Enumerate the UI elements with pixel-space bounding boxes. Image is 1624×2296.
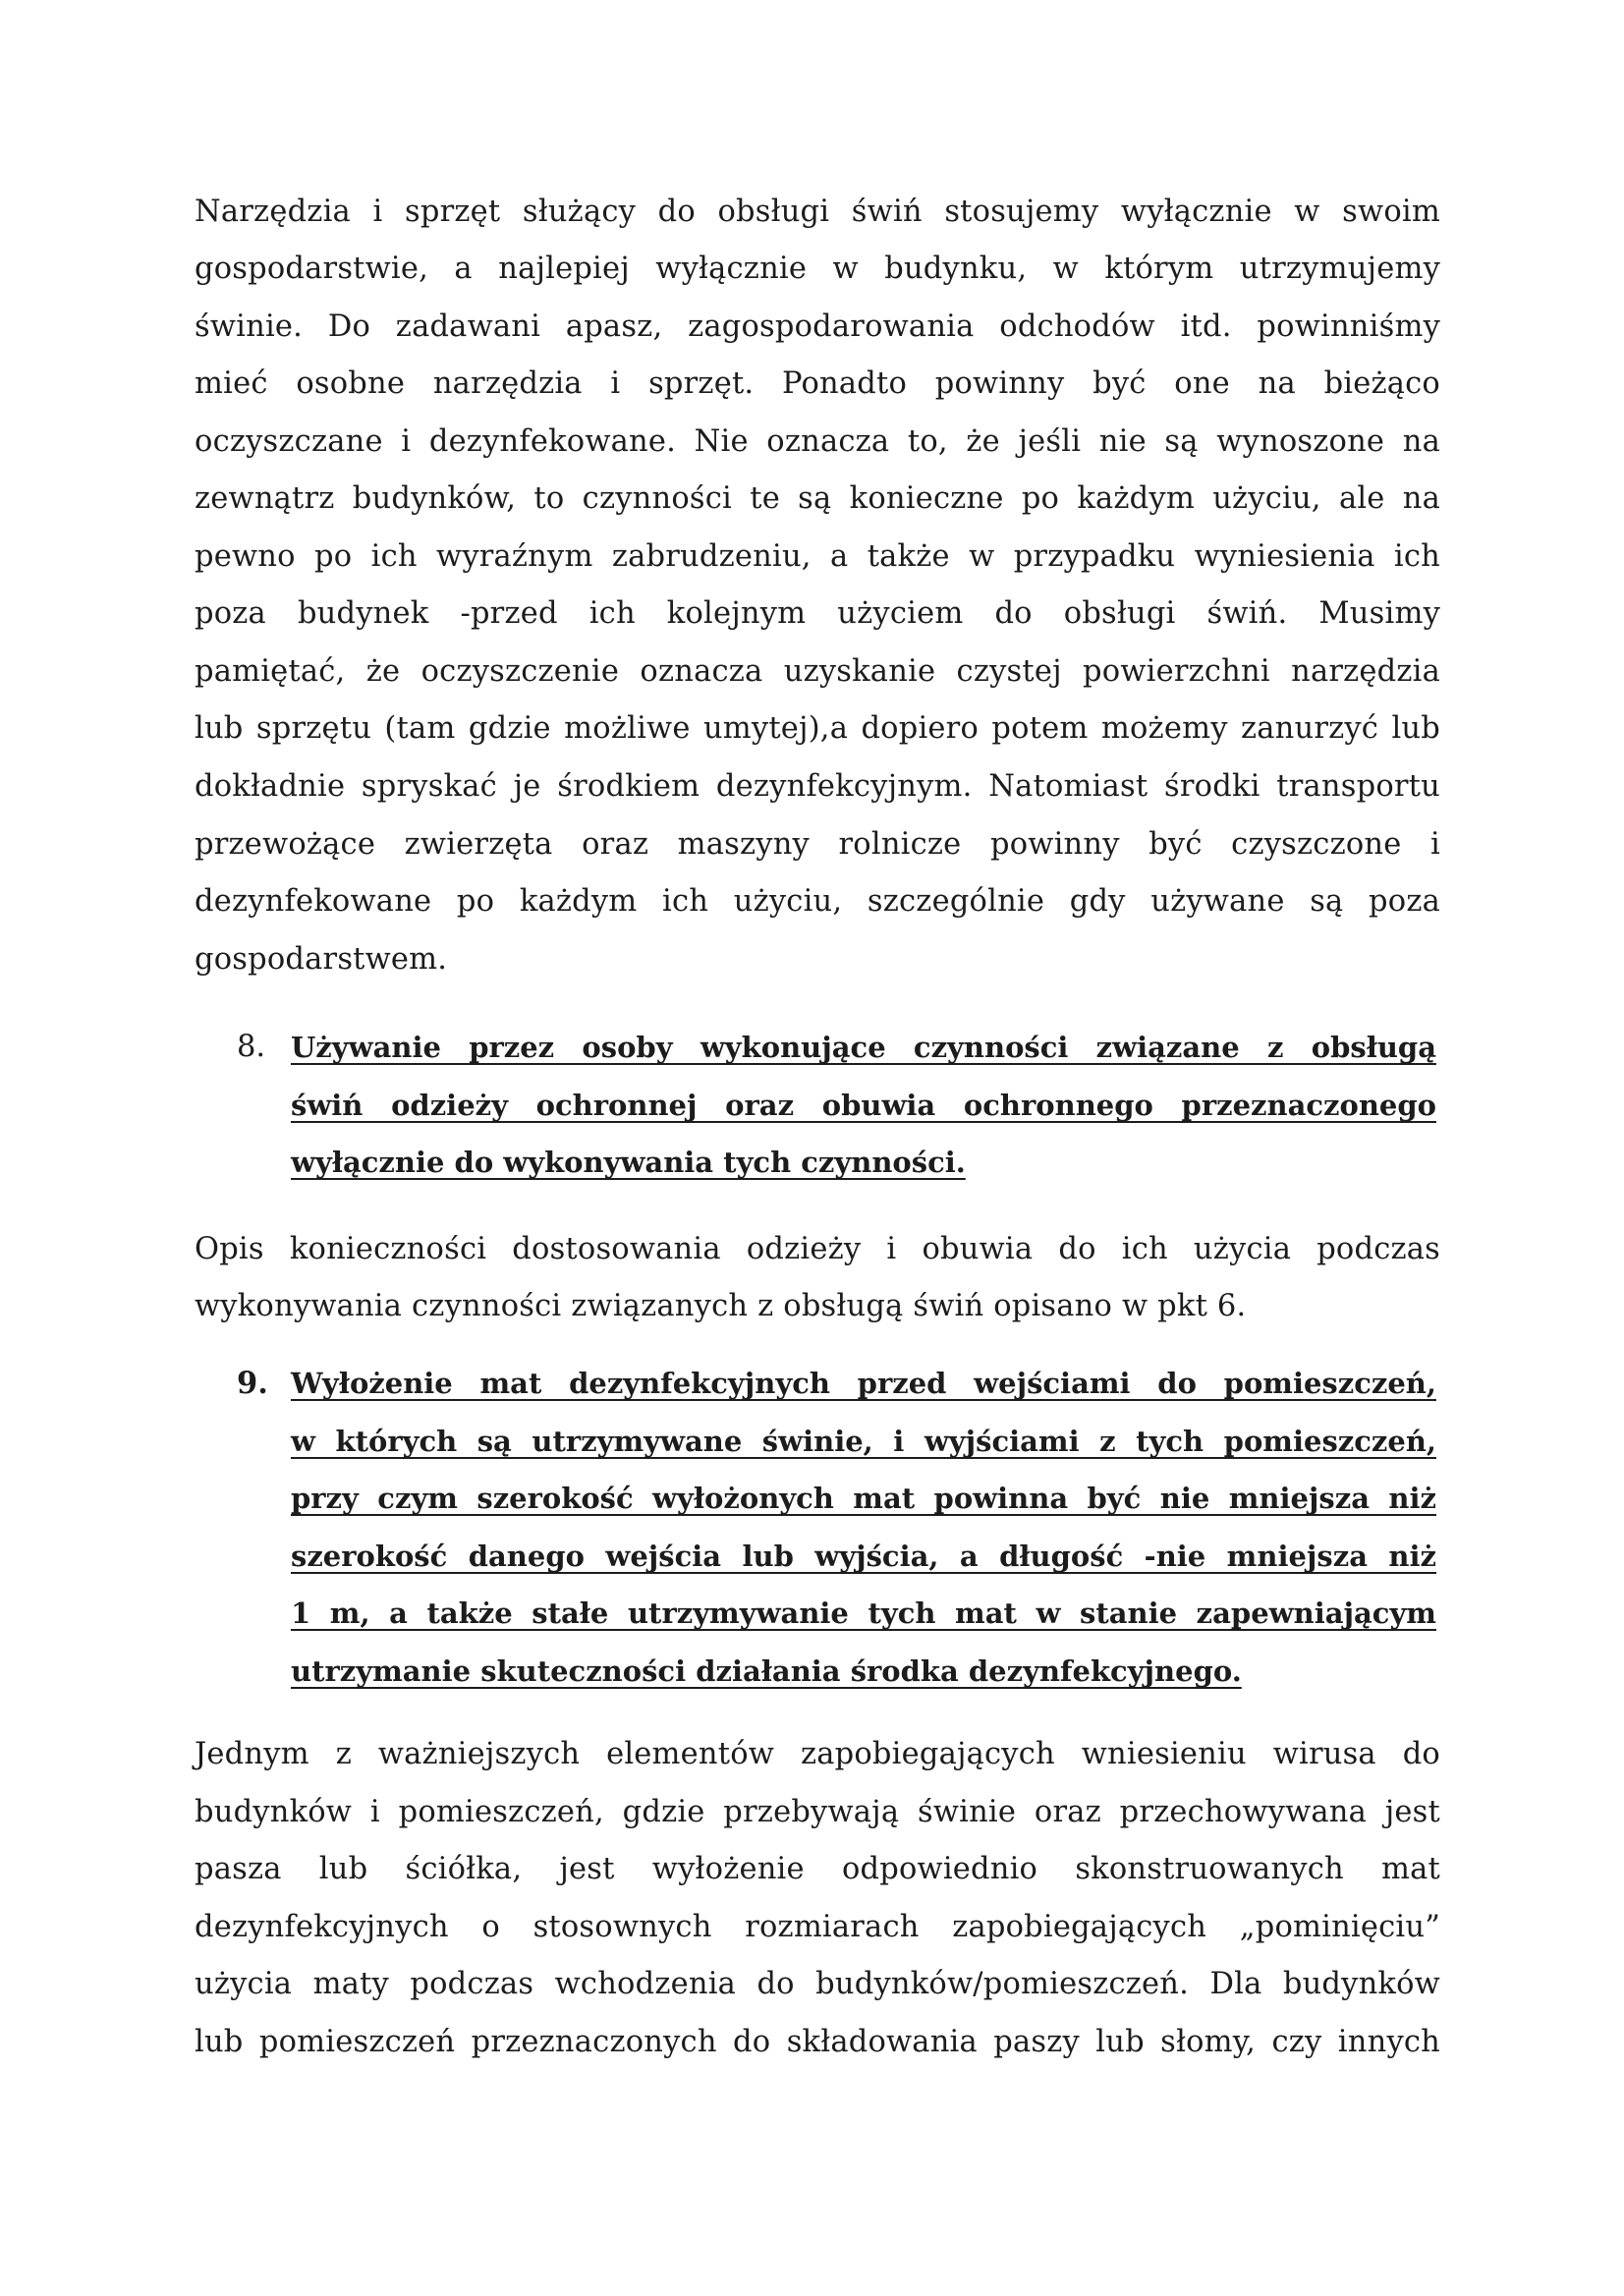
text-line: zewnątrz budynków, to czynności te są konieczne po każdym użyciu, ale na (195, 481, 1440, 516)
text-line: lub pomieszczeń przeznaczonych do składowania paszy lub słomy, czy innych (195, 2025, 1440, 2059)
text-line: użycia maty podczas wchodzenia do budynków/pomieszczeń. Dla budynków (195, 1967, 1440, 2001)
text-line: poza budynek -przed ich kolejnym użyciem do obsługi świń. Musimy (195, 596, 1440, 631)
text-line: budynków i pomieszczeń, gdzie przebywają świnie oraz przechowywana jest (195, 1795, 1440, 1829)
section-heading-line: szerokość danego wejścia lub wyjścia, a długość -nie mniejsza niż (291, 1540, 1436, 1573)
text-line: pamiętać, że oczyszczenie oznacza uzyskanie czystej powierzchni narzędzia (195, 654, 1440, 689)
text-line: Jednym z ważniejszych elementów zapobiegających wniesieniu wirusa do (195, 1737, 1440, 1771)
text-line: pasza lub ściółka, jest wyłożenie odpowiednio skonstruowanych mat (195, 1852, 1440, 1886)
item-number: 8. (237, 1030, 266, 1064)
text-line: mieć osobne narzędzia i sprzęt. Ponadto powinny być one na bieżąco (195, 366, 1440, 401)
section-heading-line: Wyłożenie mat dezynfekcyjnych przed wejściami do pomieszczeń, (291, 1367, 1436, 1400)
section-heading-line: świń odzieży ochronnej oraz obuwia ochronnego przeznaczonego (291, 1089, 1436, 1122)
text-line: Opis konieczności dostosowania odzieży i obuwia do ich użycia podczas (195, 1232, 1440, 1266)
text-line: oczyszczane i dezynfekowane. Nie oznacza to, że jeśli nie są wynoszone na (195, 424, 1440, 459)
text-line: dezynfekowane po każdym ich użyciu, szczególnie gdy używane są poza (195, 884, 1440, 919)
text-line: gospodarstwem. (195, 942, 448, 977)
text-line: dokładnie spryskać je środkiem dezynfekcyjnym. Natomiast środki transportu (195, 769, 1440, 804)
text-line: lub sprzętu (tam gdzie możliwe umytej),a dopiero potem możemy zanurzyć lub (195, 711, 1440, 746)
item-number: 9. (237, 1366, 268, 1401)
section-heading-line: wyłącznie do wykonywania tych czynności. (291, 1146, 966, 1179)
text-line: pewno po ich wyraźnym zabrudzeniu, a także w przypadku wyniesienia ich (195, 539, 1440, 574)
section-heading-line: w których są utrzymywane świnie, i wyjściami z tych pomieszczeń, (291, 1425, 1436, 1458)
section-heading-line: utrzymanie skuteczności działania środka dezynfekcyjnego. (291, 1654, 1242, 1688)
section-heading-line: przy czym szerokość wyłożonych mat powinna być nie mniejsza niż (291, 1482, 1436, 1515)
text-line: gospodarstwie, a najlepiej wyłącznie w budynku, w którym utrzymujemy (195, 252, 1440, 286)
text-line: wykonywania czynności związanych z obsługą świń opisano w pkt 6. (195, 1289, 1247, 1323)
text-line: Narzędzia i sprzęt służący do obsługi świń stosujemy wyłącznie w swoim (195, 195, 1440, 229)
section-heading-line: 1 m, a także stałe utrzymywanie tych mat w stanie zapewniającym (291, 1596, 1436, 1630)
text-line: przewożące zwierzęta oraz maszyny rolnicze powinny być czyszczone i (195, 827, 1440, 862)
text-line: dezynfekcyjnych o stosownych rozmiarach zapobiegających „pominięciu” (195, 1910, 1440, 1944)
text-line: świnie. Do zadawani apasz, zagospodarowania odchodów itd. powinniśmy (195, 309, 1440, 344)
section-heading-line: Używanie przez osoby wykonujące czynności związane z obsługą (291, 1031, 1436, 1064)
